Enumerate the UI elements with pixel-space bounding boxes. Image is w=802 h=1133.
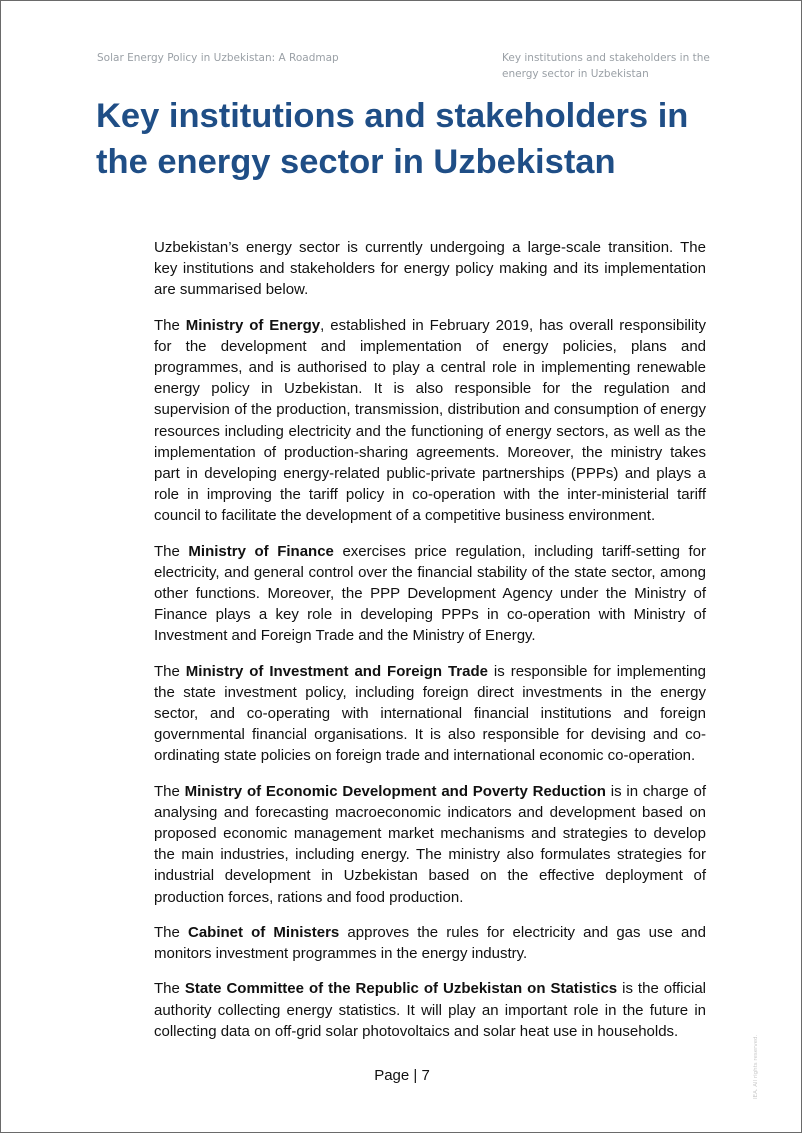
body-text bbox=[154, 237, 706, 1056]
paragraph-state-committee-statistics: The State Committee of the Republic of Uzbekistan on Statistics is the official authority collecting energy statistics. It will play an important role in the future in collecting data on off-grid solar photovoltaics and solar heat use in households. bbox=[154, 980, 706, 1040]
page-title: Key institutions and stakeholders in the energy sector in Uzbekistan bbox=[96, 97, 689, 181]
page-number: Page | 7 bbox=[374, 1067, 430, 1084]
paragraph-ministry-of-finance: The Ministry of Finance exercises price regulation, including tariff-setting for electricity, and general control over the financial stability of the state sector, among other functions. Moreover, the PPP Development Agency under the Ministry of Finance plays a key role in developing PPPs in co-operation with Ministry of Investment and Foreign Trade and the Ministry of Energy. bbox=[154, 542, 707, 645]
paragraph-intro: Uzbekistan’s energy sector is currently undergoing a large-scale transition. The key institutions and stakeholders for energy policy making and its implementation are summarised below. bbox=[154, 239, 706, 299]
institution-name: Ministry of Investment and Foreign Trade bbox=[185, 662, 488, 680]
institution-name: Ministry of Economic Development and Poverty Reduction bbox=[184, 782, 606, 800]
rights-notice: IEA. All rights reserved. bbox=[753, 1034, 759, 1099]
paragraph-ministry-of-investment: The Ministry of Investment and Foreign Trade is responsible for implementing the state investment policy, including foreign direct investments in the energy sector, and co-operating with international financial institutions and foreign governmental financial organisations. It is also responsible for devising and co-ordinating state policies on foreign trade and international economic co-operation. bbox=[154, 662, 706, 765]
paragraph-ministry-of-economic-development: The Ministry of Economic Development and Poverty Reduction is in charge of analysing and forecasting macroeconomic indicators and development based on proposed economic management market mechanisms and strategies to develop the main industries, including energy. The ministry also formulates strategies for industrial development in Uzbekistan based on the effective deployment of production forces, rations and food production. bbox=[154, 782, 706, 906]
running-header-right: Key institutions and stakeholders in the energy sector in Uzbekistan bbox=[502, 52, 710, 80]
institution-name: Cabinet of Ministers bbox=[187, 923, 340, 941]
running-header-left: Solar Energy Policy in Uzbekistan: A Roadmap bbox=[97, 52, 339, 64]
institution-name: State Committee of the Republic of Uzbekistan on Statistics bbox=[184, 980, 618, 998]
institution-name: Ministry of Finance bbox=[188, 542, 334, 560]
paragraph-cabinet-of-ministers: The Cabinet of Ministers approves the rules for electricity and gas use and monitors investment programmes in the energy industry. bbox=[154, 923, 706, 963]
institution-name: Ministry of Energy bbox=[185, 316, 321, 334]
paragraph-ministry-of-energy: The Ministry of Energy, established in February 2019, has overall responsibility for the development and implementation of energy policies, plans and programmes, and is authorised to play a central role in implementing renewable energy policy in Uzbekistan. It is also responsible for the regulation and supervision of the production, transmission, distribution and consumption of energy resources including electricity and the functioning of energy sectors, as well as the implementation of production-sharing agreements. Moreover, the ministry takes part in developing energy-related public-private partnerships (PPPs) and plays a role in improving the tariff policy in co-operation with the inter-ministerial tariff council to facilitate the development of a competitive business environment. bbox=[154, 316, 706, 525]
